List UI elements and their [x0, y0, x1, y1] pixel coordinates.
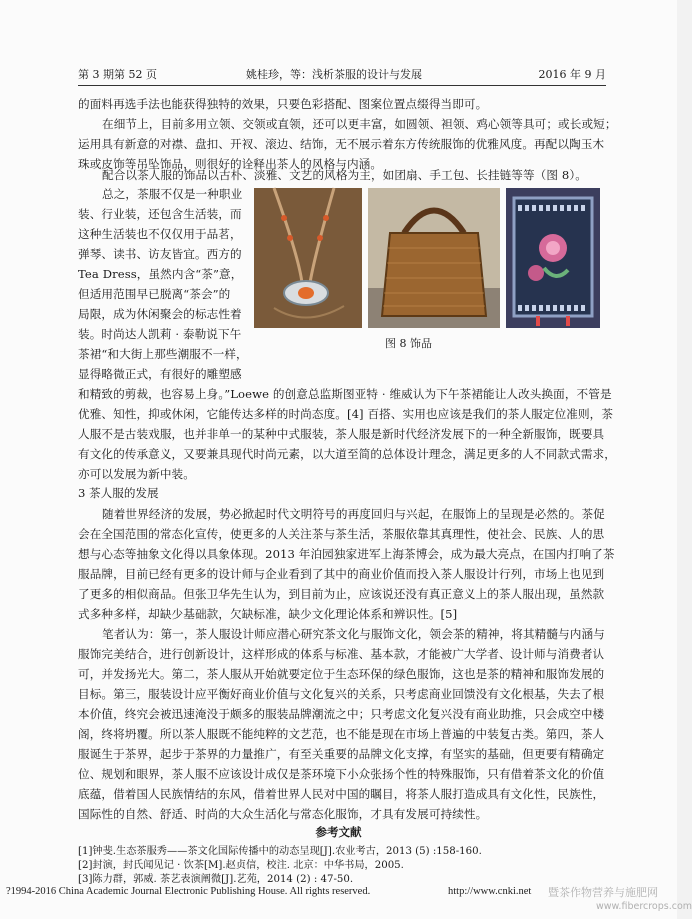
issue-date: 2016 年 9 月: [538, 68, 606, 81]
body-line: 服饰完美结合，进行创新设计，这样形成的体系与标准、基本款，才能被广大学者、设计师与消费者认: [78, 647, 605, 661]
body-line: 阁，终将坍覆。所以茶人服既不能纯粹的文艺范，也不能是现在市场上普遍的中装复古类。第四，茶人: [78, 727, 605, 741]
issue-page-label: 第 3 期第 52 页: [78, 68, 157, 81]
body-line: 会在全国范围的常态化宣传，使更多的人关注茶与茶生活，茶服依靠其真理性，使社会、民族、人的思: [78, 527, 605, 541]
body-line: 了更多的相似商品。但张卫华先生认为，到目前为止，应该说还没有真正意义上的茶人服出现，虽然款: [78, 587, 605, 601]
watermark-site-name: 暨茶作物营养与施肥网: [548, 886, 658, 899]
body-line: 服诞生于茶界，起步于茶界的力量推广，有至关重要的品牌文化支撑，有坚实的基础，但更要有精确定: [78, 747, 605, 761]
narrow-line: 但适用范围早已脱离“茶会”的: [78, 287, 231, 301]
body-line: 服品牌，目前已经有更多的设计师与企业看到了其中的商业价值而投入茶人服设计行列，市场上也见到: [78, 567, 605, 581]
body-line: 运用具有新意的对襟、盘扣、开衩、滚边、结饰，无不展示着东方传统服饰的优雅风度。再配以陶玉木: [78, 137, 605, 151]
reference-item: [2]封演，封氏闻见记 · 饮茶[M].赵贞信，校注. 北京：中华书局，2005.: [78, 860, 404, 871]
body-line: 在细节上，目前多用立领、交领或直领，还可以更丰富，如圆领、袒领、鸡心领等具可；或长或短；: [102, 117, 617, 131]
body-line: 随着世界经济的发展，势必掀起时代文明符号的再度回归与兴起，在服饰上的呈现是必然的。茶促: [102, 507, 605, 521]
reference-item: [1]钟斐.生态茶服秀——茶文化国际传播中的动态呈现[J].农业考古，2013 (5) :158-160.: [78, 846, 482, 857]
narrow-line: 这种生活装也不仅仅用于品茗，: [78, 227, 242, 241]
running-header: [78, 66, 606, 82]
narrow-line: Tea Dress，虽然内含“茶”意，: [78, 267, 243, 281]
figure-photo-bamboo-bag: [368, 188, 500, 328]
figure-photo-necklace: [254, 188, 362, 328]
body-line: 和精致的剪裁，也容易上身。”Loewe 的创意总监斯图亚特 · 维威认为下午茶裙能让人改头换面，不管是: [78, 387, 612, 401]
body-line: 配合以茶人服的饰品以古朴、淡雅、文艺的风格为主，如团扇、手工包、长挂链等等（图 8）。: [102, 168, 587, 182]
narrow-line: 显得略微正式，有很好的雕塑感: [78, 367, 242, 381]
body-line: 目标。第三，服装设计应平衡好商业价值与文化复兴的关系，只考虑商业回馈没有文化根基，失去了根: [78, 687, 605, 701]
body-line: 国际性的自然、舒适、时尚的大众生活化与常态化服饰，才具有发展可持续性。: [78, 807, 488, 821]
body-line: 底蕴，借着国人民族情结的东风，借着世界人民对中国的瞩目，将茶人服打造成具有文化性，民族性，: [78, 787, 605, 801]
figure-caption: 图 8 饰品: [385, 337, 432, 350]
body-line: 亦可以发展为新中装。: [78, 467, 195, 481]
body-line: 有文化的传承意义，又要兼具现代时尚元素，以大道至简的总体设计理念，满足更多的人不同款式需求，: [78, 447, 616, 461]
body-line: 想与心态等抽象文化得以具象体现。2013 年泊园独家进军上海茶博会，成为最大亮点，在国内打响了茶: [78, 547, 615, 561]
body-line: 珠或皮饰等吊坠饰品，则很好的诠释出茶人的风格与内涵。: [78, 157, 383, 171]
narrow-line: 装。时尚达人凯莉 · 泰勒说下午: [78, 327, 242, 341]
reference-item: [3]陈力群，郭威. 茶艺表演阐微[J].艺苑，2014 (2) : 47-50.: [78, 874, 354, 885]
narrow-line: 弹琴、读书、访友皆宜。西方的: [78, 247, 242, 261]
section-heading: 3 茶人服的发展: [78, 486, 159, 500]
body-line: 位、规划和眼界，茶人服不应该设计成仅是茶环境下小众张扬个性的特殊服饰，只有借着茶文化的价值: [78, 767, 605, 781]
narrow-line: 装、行业装，还包含生活装，而: [78, 207, 242, 221]
narrow-line: 总之，茶服不仅是一种职业: [102, 187, 243, 201]
article-running-title: 姚桂珍，等：浅析茶服的设计与发展: [246, 68, 422, 81]
body-line: 可，并发扬光大。第二，茶人服从开始就要定位于生态环保的绿色服饰，这也是茶的精神和服饰发展的: [78, 667, 605, 681]
header-rule: [78, 85, 606, 86]
body-line: 式多种多样，却缺少基础款，欠缺标准，缺少文化理论体系和辨识性。[5]: [78, 607, 458, 621]
narrow-line: 局限，成为休闲聚会的标志性着: [78, 307, 242, 321]
body-line: 的面料再选手法也能获得独特的效果，只要色彩搭配、图案位置点缀得当即可。: [78, 97, 488, 111]
body-line: 优雅、知性，抑或休闲，它能传达多样的时尚态度。[4] 百搭、实用也应该是我们的茶人服定位准则，茶: [78, 407, 614, 421]
cnki-url-link[interactable]: http://www.cnki.net: [448, 886, 532, 897]
copyright-notice: ?1994-2016 China Academic Journal Electronic Publishing House. All rights reserved.: [6, 886, 371, 897]
narrow-line: 茶裙“和大街上那些潮服不一样，: [78, 347, 248, 361]
figure-photo-embroidered-bag: [506, 188, 600, 328]
body-line: 人服不是古装戏服，也并非单一的某种中式服装，茶人服是新时代经济发展下的一种全新服饰，既要具: [78, 427, 605, 441]
watermark-site-url: www.fibercrops.com: [596, 901, 692, 912]
body-line: 本价值，终究会被迅速淹没于颇多的服装品牌潮流之中；只考虑文化复兴没有商业助推，只会成空中楼: [78, 707, 605, 721]
references-heading: 参考文献: [315, 825, 362, 839]
body-line: 笔者认为：第一，茶人服设计师应潜心研究茶文化与服饰文化，领会茶的精神，将其精髓与内涵与: [102, 627, 605, 641]
